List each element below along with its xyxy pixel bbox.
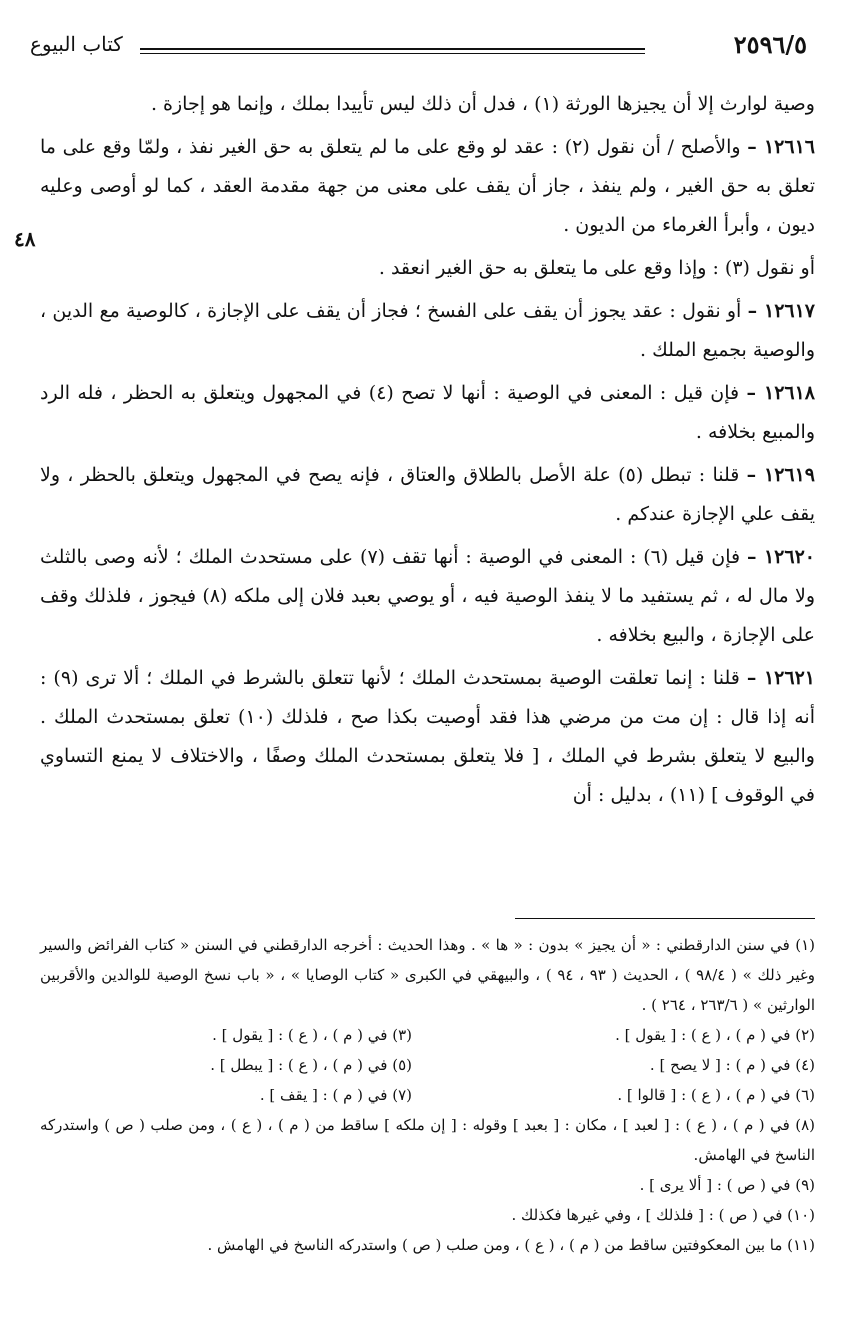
footnote: (٣) في ( م ) ، ( ع ) : [ يقول ] . — [212, 1026, 412, 1044]
book-page — [14, 30, 825, 1320]
running-title: كتاب البيوع — [30, 32, 123, 56]
footnote-separator — [515, 918, 815, 919]
footnotes — [40, 930, 815, 1260]
page-header — [30, 30, 825, 70]
header-rule-thin — [140, 53, 645, 54]
main-text — [14, 85, 816, 819]
paragraph-number: ١٢٦١٩ – — [746, 464, 816, 486]
footnote: (٥) في ( م ) ، ( ع ) : [ يبطل ] . — [210, 1056, 412, 1074]
paragraph-text: أو نقول (٣) : وإذا وقع على ما يتعلق به حق الغير انعقد . — [378, 257, 815, 279]
paragraph-text: أو نقول : عقد يجوز أن يقف على الفسخ ؛ فجاز أن يقف على الإجازة ، كالوصية مع الدين ، والوصية بجميع الملك . — [40, 300, 815, 361]
paragraph — [40, 538, 815, 655]
footnote: (٧) في ( م ) : [ يقف ] . — [259, 1086, 412, 1104]
paragraph — [40, 85, 815, 124]
paragraph — [40, 292, 815, 370]
paragraph-text: وصية لوارث إلا أن يجيزها الورثة (١) ، فدل أن ذلك ليس تأييدا بملك ، وإنما هو إجازة . — [150, 93, 815, 115]
paragraph-text: فإن قيل : المعنى في الوصية : أنها لا تصح (٤) في المجهول ويتعلق به الحظر ، فله الرد والمبيع بخلافه . — [40, 382, 815, 443]
paragraph-number: ١٢٦١٨ – — [746, 382, 816, 404]
paragraph — [40, 659, 815, 815]
paragraph-number: ١٢٦٢١ – — [746, 667, 815, 689]
footnote: (١١) ما بين المعكوفتين ساقط من ( م ) ، ( ع ) ، ومن صلب ( ص ) واستدركه الناسخ في الهامش . — [207, 1236, 815, 1254]
paragraph-number: ١٢٦١٧ – — [747, 300, 816, 322]
footnote: (٦) في ( م ) ، ( ع ) : [ قالوا ] . — [617, 1086, 815, 1104]
paragraph-text: قلنا : إنما تعلقت الوصية بمستحدث الملك ؛ لأنها تتعلق بالشرط في الملك ؛ ألا ترى (٩) : أنه إذا قال : إن مت من مرضي هذا فقد أوصيت بكذا صح ، فلذلك (١٠) تعلق بمستحدث الملك . والبيع لا يتعلق بشرط في الملك ، [ فلا يتعلق بمستحدث الملك وصفًا ، والاختلاف لا يمنع التساوي في الوقوف ] (١١) ، بدليل : أن — [40, 667, 815, 806]
paragraph — [40, 456, 815, 534]
footnote: (١٠) في ( ص ) : [ فلذلك ] ، وفي غيرها فكذلك . — [511, 1206, 815, 1224]
paragraph — [40, 249, 815, 288]
paragraph-text: فإن قيل (٦) : المعنى في الوصية : أنها تقف (٧) على مستحدث الملك ؛ لأنه وصى بالثلث ولا مال له ، ثم يستفيد ما لا ينفذ الوصية فيه ، أو يوصي بعبد فلان إلى ملكه (٨) فيجوز ، فلذلك وقف على الإجازة ، والبيع بخلافه . — [40, 546, 815, 646]
paragraph-number: ١٢٦٢٠ – — [747, 546, 815, 568]
footnote-row — [40, 1050, 815, 1080]
page-number: ٢٥٩٦/٥ — [733, 30, 807, 59]
footnote: (٩) في ( ص ) : [ ألا يرى ] . — [639, 1176, 815, 1194]
footnote-row — [40, 1020, 815, 1050]
paragraph-text: والأصلح / أن نقول (٢) : عقد لو وقع على ما لم يتعلق به حق الغير نفذ ، ولمّا وقع على ما تعلق به حق الغير ، ولم ينفذ ، جاز أن يقف على معنى من جهة مقدمة العقد ، كما لو أوصى وعليه ديون ، وأبرأ الغرماء من الديون . — [40, 136, 815, 236]
paragraph-text: قلنا : تبطل (٥) علة الأصل بالطلاق والعتاق ، فإنه يصح في المجهول ويتعلق بالحظر ، ولا يقف علي الإجازة عندكم . — [40, 464, 815, 525]
header-rule — [140, 48, 645, 50]
footnote-row — [40, 1080, 815, 1110]
paragraph — [40, 128, 815, 245]
margin-folio: ٤٨ — [14, 227, 36, 251]
footnote: (١) في سنن الدارقطني : « أن يجيز » بدون : « ها » . وهذا الحديث : أخرجه الدارقطني في السنن « كتاب الفرائض والسير وغير ذلك » ( ٩٨/٤ ) ، الحديث ( ٩٣ ، ٩٤ ) ، والبيهقي في الكبرى « كتاب الوصايا » ، « باب نسخ الوصية للوالدين والأقربين الوارثين » ( ٢٦٣/٦ ، ٢٦٤ ) . — [40, 936, 815, 1014]
footnote: (٤) في ( م ) : [ لا يصح ] . — [649, 1056, 815, 1074]
paragraph-number: ١٢٦١٦ – — [747, 136, 815, 158]
paragraph — [40, 374, 815, 452]
footnote: (٨) في ( م ) ، ( ع ) : [ لعبد ] ، مكان : [ بعبد ] وقوله : [ إن ملكه ] ساقط من ( م ) ، ( ع ) ، ومن صلب ( ص ) واستدركه الناسخ في الهامش. — [40, 1116, 815, 1164]
footnote: (٢) في ( م ) ، ( ع ) : [ يقول ] . — [615, 1026, 815, 1044]
